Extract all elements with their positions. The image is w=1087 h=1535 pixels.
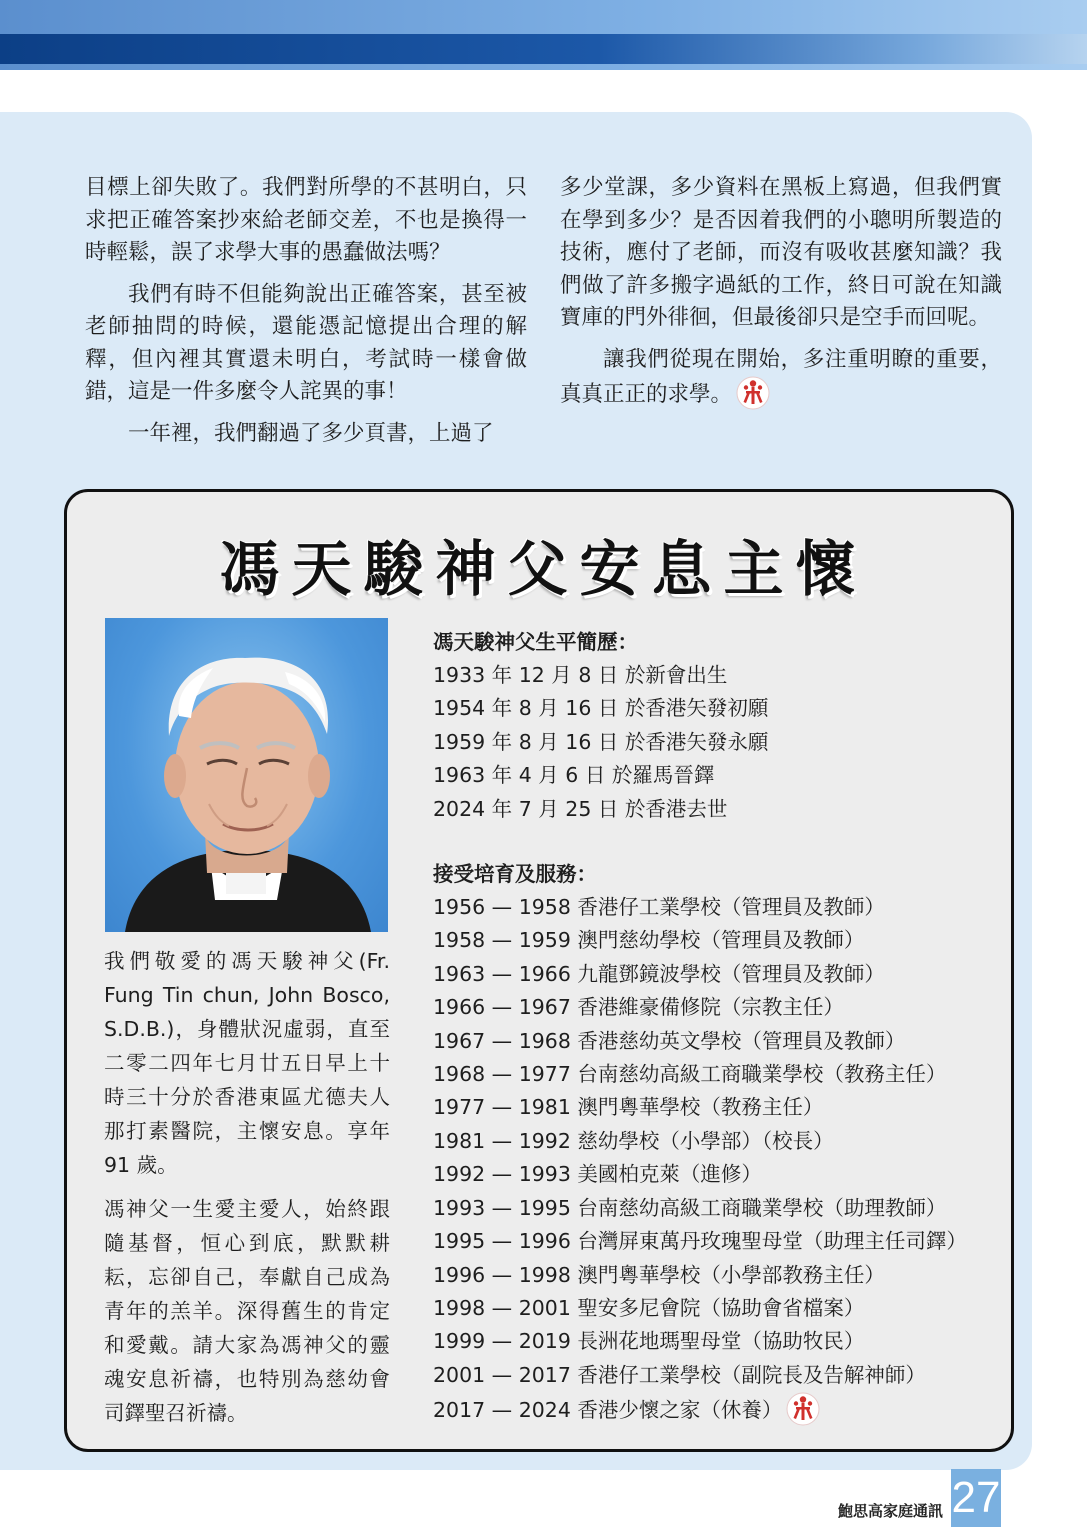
article-paragraph: 一年裡，我們翻過了多少頁書，上過了 <box>128 420 494 446</box>
service-row: 1993 — 1995 台南慈幼高級工商職業學校（助理教師） <box>433 1195 947 1220</box>
service-row: 1981 — 1992 慈幼學校（小學部）（校長） <box>433 1128 834 1153</box>
article-paragraph: 多少堂課，多少資料在黑板上寫過，但我們實在學到多少？是否因着我們的小聰明所製造的技術，應付了老師，而沒有吸收甚麼知識？我們做了許多搬字過紙的工作，終日可說在知識寶庫的門外徘徊，但最後卻只是空手而回呢。 <box>560 175 1002 330</box>
biography-row: 1954 年 8 月 16 日 於香港矢發初願 <box>433 696 769 721</box>
service-row-text: 2017 — 2024 香港少懷之家（休養） <box>433 1398 783 1423</box>
service-row: 1999 — 2019 長洲花地瑪聖母堂（協助牧民） <box>433 1329 865 1354</box>
biography-row: 1963 年 4 月 6 日 於羅馬晉鐸 <box>433 763 715 788</box>
service-heading: 接受培育及服務： <box>433 862 597 887</box>
salesian-logo-icon <box>786 1392 820 1426</box>
biography-column <box>433 625 993 1428</box>
service-row: 1992 — 1993 美國柏克萊（進修） <box>433 1162 762 1187</box>
service-row: 1996 — 1998 澳門粵華學校（小學部教務主任） <box>433 1262 885 1287</box>
service-row: 1966 — 1967 香港維豪備修院（宗教主任） <box>433 995 844 1020</box>
service-row: 1998 — 2001 聖安多尼會院（協助會省檔案） <box>433 1295 865 1320</box>
publication-name: 鮑思高家庭通訊 <box>838 1502 944 1520</box>
article-paragraph-text: 讓我們從現在開始，多注重明瞭的重要，真真正正的求學。 <box>560 346 1002 407</box>
page-number: 27 <box>951 1469 1001 1527</box>
obituary-paragraph: 馮神父一生愛主愛人，始終跟隨基督，恒心到底，默默耕耘，忘卻自己，奉獻自己成為青年的羔羊。深得舊生的肯定和愛戴。請大家為馮神父的靈魂安息祈禱，也特別為慈幼會司鐸聖召祈禱。 <box>104 1197 390 1425</box>
article-column-left <box>85 172 527 459</box>
service-row: 1956 — 1958 香港仔工業學校（管理員及教師） <box>433 895 885 920</box>
biography-row: 1959 年 8 月 16 日 於香港矢發永願 <box>433 729 769 754</box>
service-row: 1967 — 1968 香港慈幼英文學校（管理員及教師） <box>433 1028 906 1053</box>
obituary-paragraph: 我們敬愛的馮天駿神父(Fr. Fung Tin chun, John Bosco, S.D.B.)，身體狀況虛弱，直至二零二四年七月廿五日早上十時三十分於香港東區尤德夫人那打素醫院，主懷安息。享年 91 歲。 <box>104 949 390 1177</box>
memorial-title: 馮天駿神父安息主懷 <box>219 535 868 605</box>
article-paragraph: 我們有時不但能夠說出正確答案，甚至被老師抽問的時候，還能憑記憶提出合理的解釋，但內裡其實還未明白，考試時一樣會做錯，這是一件多麼令人詫異的事！ <box>85 281 527 404</box>
service-row: 1963 — 1966 九龍鄧鏡波學校（管理員及教師） <box>433 961 885 986</box>
biography-row: 2024 年 7 月 25 日 於香港去世 <box>433 796 728 821</box>
obituary-text <box>104 944 390 1440</box>
article-paragraph-end <box>560 344 1002 412</box>
portrait-illustration <box>105 618 388 932</box>
service-row-last <box>433 1392 993 1427</box>
service-row: 1995 — 1996 台灣屏東萬丹玫瑰聖母堂（助理主任司鐸） <box>433 1229 967 1254</box>
salesian-logo-icon <box>736 376 770 410</box>
header-banner <box>0 0 1087 70</box>
section-spacer <box>433 826 993 857</box>
header-stripe <box>0 34 1087 64</box>
portrait-photo <box>105 618 388 932</box>
biography-row: 1933 年 12 月 8 日 於新會出生 <box>433 663 728 687</box>
service-row: 1977 — 1981 澳門粵華學校（教務主任） <box>433 1095 824 1120</box>
service-row: 2001 — 2017 香港仔工業學校（副院長及告解神師） <box>433 1362 926 1387</box>
article-paragraph: 目標上卻失敗了。我們對所學的不甚明白，只求把正確答案抄來給老師交差，不也是換得一時輕鬆，誤了求學大事的愚蠢做法嗎？ <box>85 175 527 265</box>
biography-heading: 馮天駿神父生平簡歷： <box>433 630 638 654</box>
article-column-right <box>560 172 1002 421</box>
service-row: 1958 — 1959 澳門慈幼學校（管理員及教師） <box>433 928 865 953</box>
service-row: 1968 — 1977 台南慈幼高級工商職業學校（教務主任） <box>433 1062 947 1087</box>
